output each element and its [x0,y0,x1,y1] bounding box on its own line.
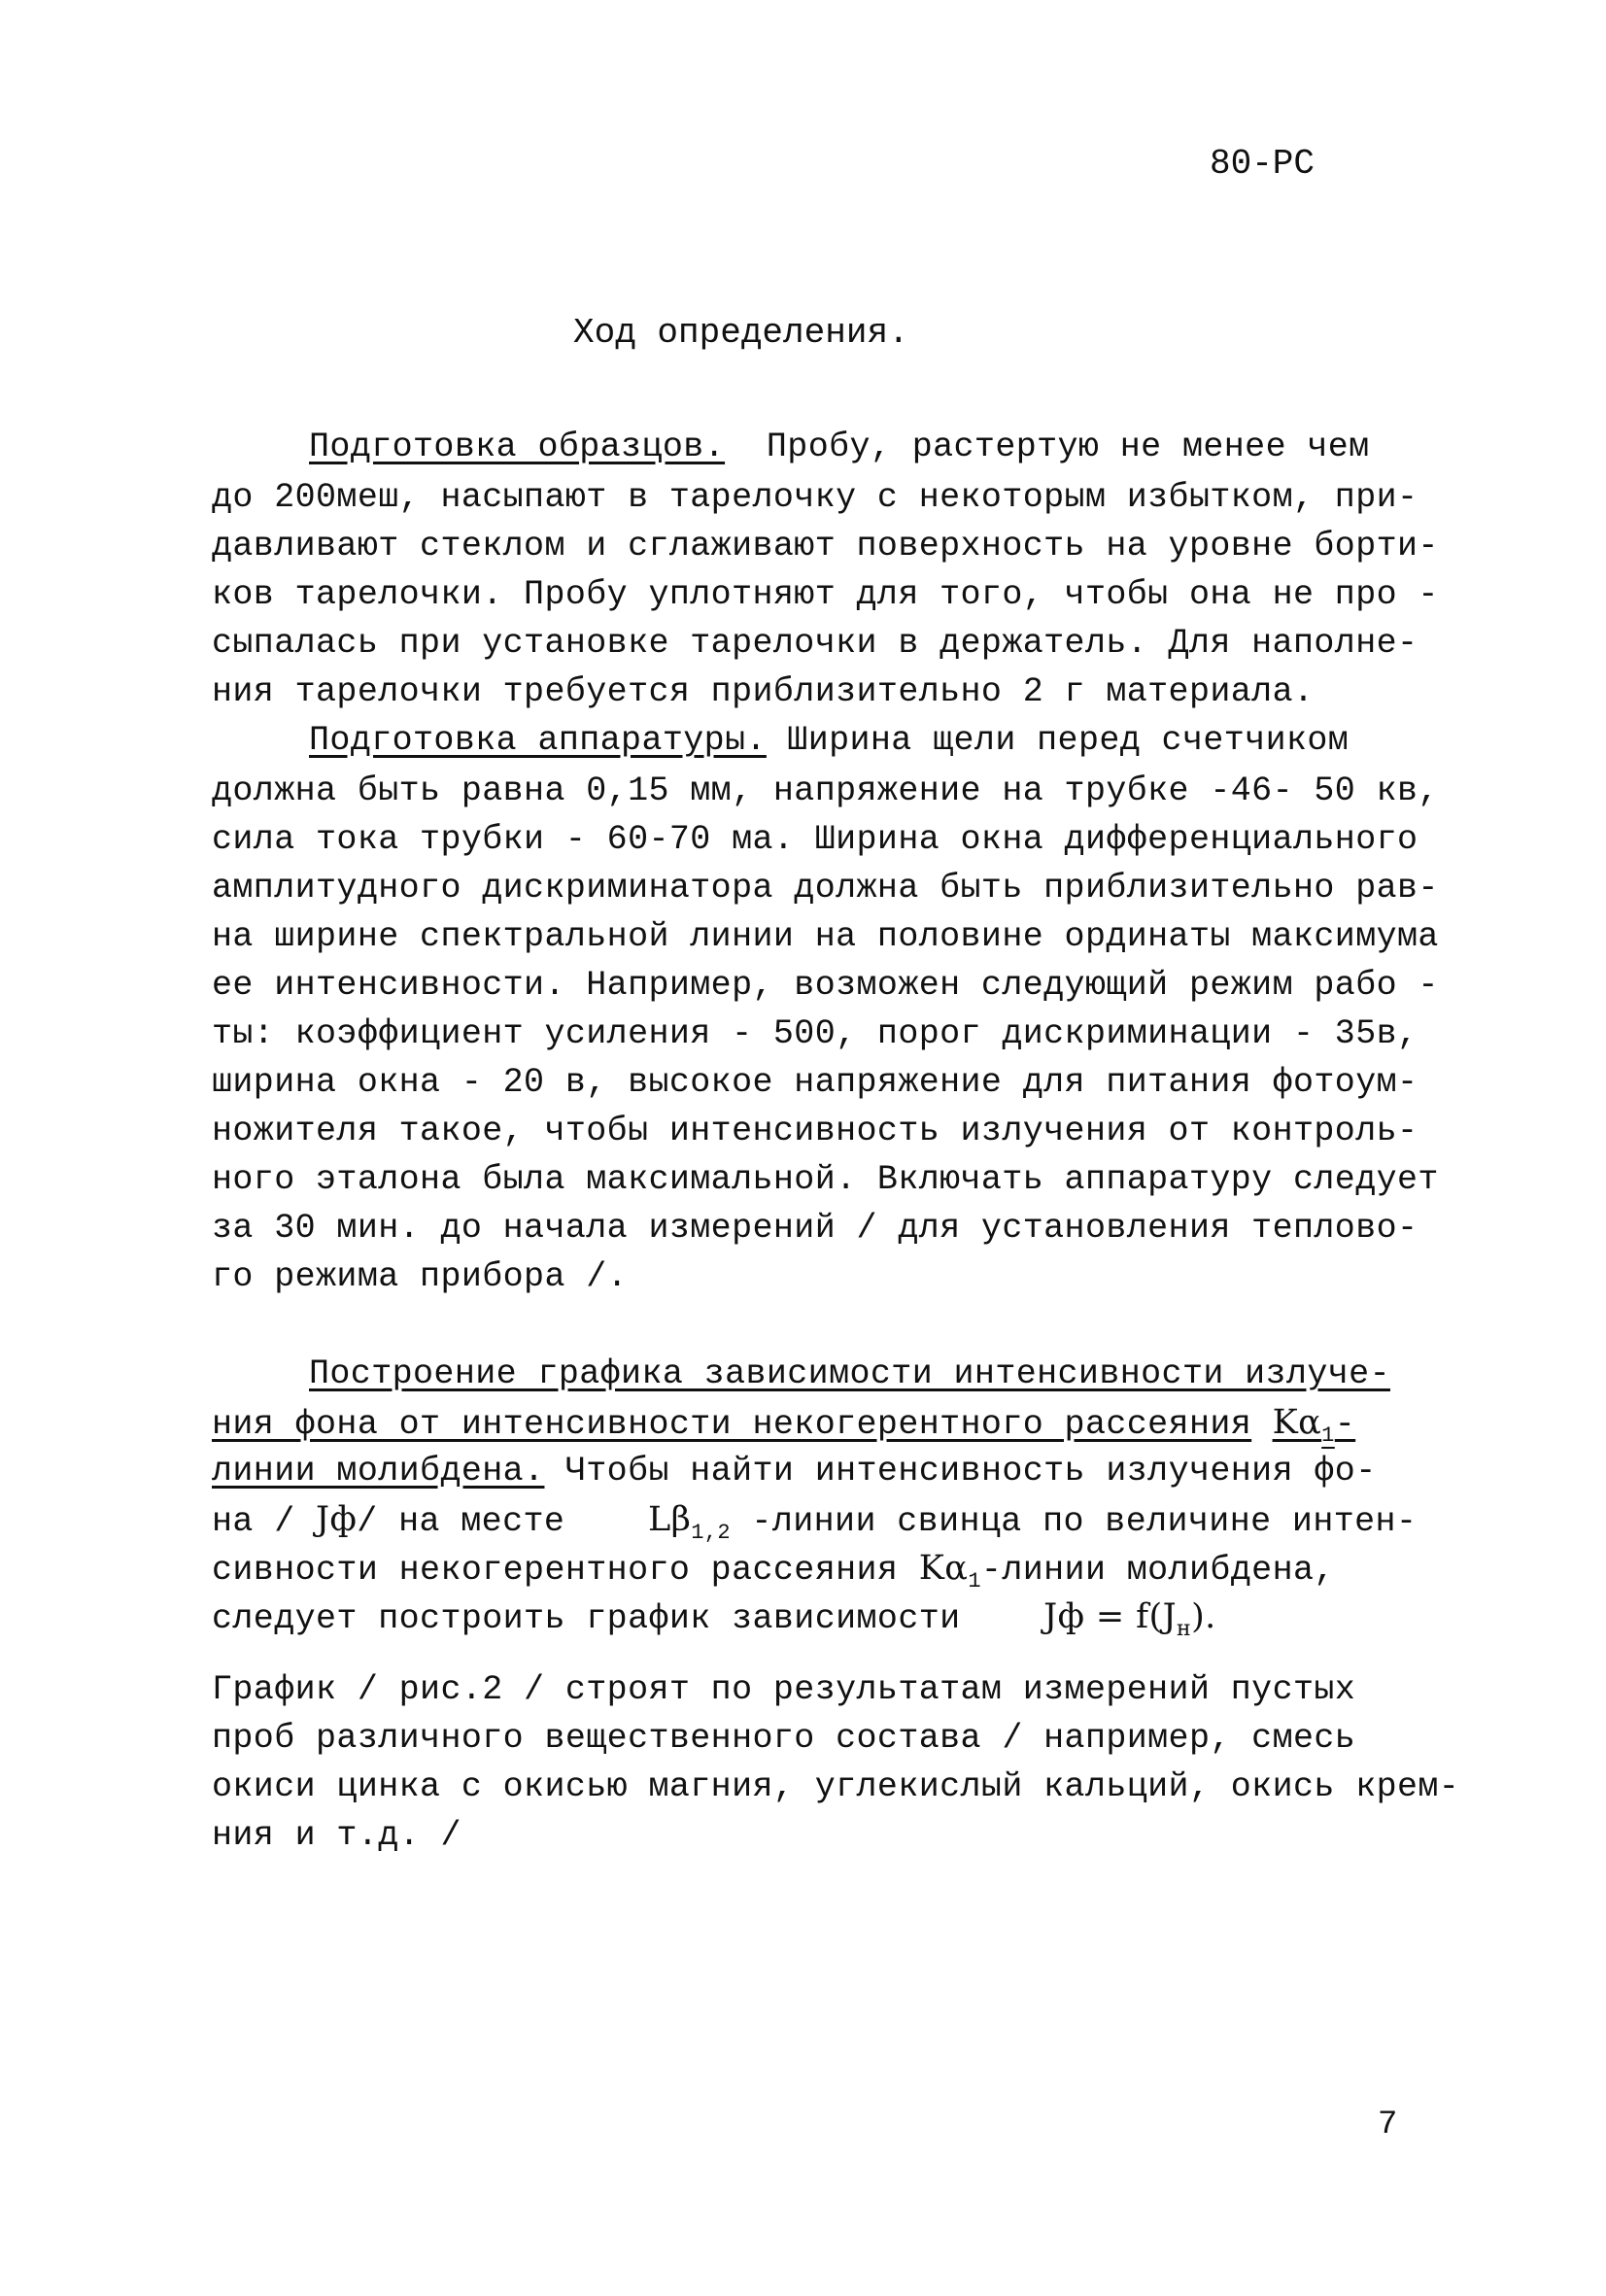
l-beta-symbol: Lβ [647,1500,692,1539]
paragraph-line: ширина окна - 20 в, высокое напряжение для питания фотоум- [212,1063,1418,1102]
paragraph-line: ного эталона была максимальной. Включать аппаратуру следует [212,1160,1439,1199]
paragraph-line: сивности некогерентного рассеяния $K\alpha_1$-линии молибдена, [212,1549,1335,1593]
page-number: 7 [1378,2107,1398,2143]
paragraph-line: проб различного вещественного состава / например, смесь [212,1719,1356,1758]
paragraph-line: амплитудного дискриминатора должна быть приблизительно рав- [212,869,1439,908]
paragraph-line: ты: коэффициент усиления - 500, порог дискриминации - 35в, [212,1014,1418,1053]
subheading-sample-prep: Подготовка образцов. [309,428,726,466]
formula: Jф = $f(J_н)$. [1043,1597,1216,1641]
paragraph-line: на ширине спектральной линии на половине ординаты максимума [212,917,1439,956]
paragraph-line: за 30 мин. до начала измерений / для установления теплово- [212,1209,1418,1248]
paragraph-line: следует построить график зависимости Jф = $f(J_н)$. [212,1597,1216,1641]
paragraph-line: ния фона от интенсивности некогерентного рассеяния $K\alpha_1-$ [212,1403,1356,1448]
paragraph-line: на / Jф/ на месте $L\beta_{1,2}$ -линии свинца по величине интен- [212,1500,1418,1545]
paragraph-line: ния тарелочки требуется приблизительно 2 г материала. [212,672,1315,711]
paragraph-line: го режима прибора /. [212,1257,629,1296]
k-alpha-symbol: Kα [918,1549,969,1588]
paragraph-line: сила тока трубки - 60-70 ма. Ширина окна дифференциального [212,820,1418,859]
document-code: 80-РС [1210,144,1316,184]
paragraph-line: ния и т.д. / [212,1816,461,1855]
paragraph-line: ков тарелочки. Пробу уплотняют для того, чтобы она не про - [212,575,1439,614]
paragraph-line: ножителя такое, чтобы интенсивность излучения от контроль- [212,1112,1418,1150]
subheading-equipment-prep: Подготовка аппаратуры. [309,721,767,760]
paragraph-line: Подготовка аппаратуры. Ширина щели перед счетчиком [309,721,1350,760]
paragraph-line: сыпалась при установке тарелочки в держатель. Для наполне- [212,624,1418,663]
subheading-graph-construction: Построение графика зависимости интенсивности излуче- [309,1354,1390,1393]
paragraph-line: Подготовка образцов. Пробу, растертую не менее чем [309,428,1370,466]
j-phi-symbol: Jф [316,1500,358,1539]
paragraph-line: График / рис.2 / строят по результатам измерений пустых [212,1670,1356,1709]
paragraph-line: линии молибдена. Чтобы найти интенсивность излучения фо- [212,1452,1377,1491]
section-title: Ход определения. [573,313,909,353]
paragraph-line: давливают стеклом и сглаживают поверхность на уровне борти- [212,527,1439,565]
paragraph-line: ее интенсивности. Например, возможен следующий режим рабо - [212,966,1439,1005]
k-alpha-symbol: Kα [1272,1403,1322,1442]
paragraph-line: до 200меш, насыпают в тарелочку с некоторым избытком, при- [212,478,1418,517]
paragraph-line: окиси цинка с окисью магния, углекислый кальций, окись крем- [212,1767,1460,1806]
paragraph-line: должна быть равна 0,15 мм, напряжение на трубке -46- 50 кв, [212,771,1439,810]
